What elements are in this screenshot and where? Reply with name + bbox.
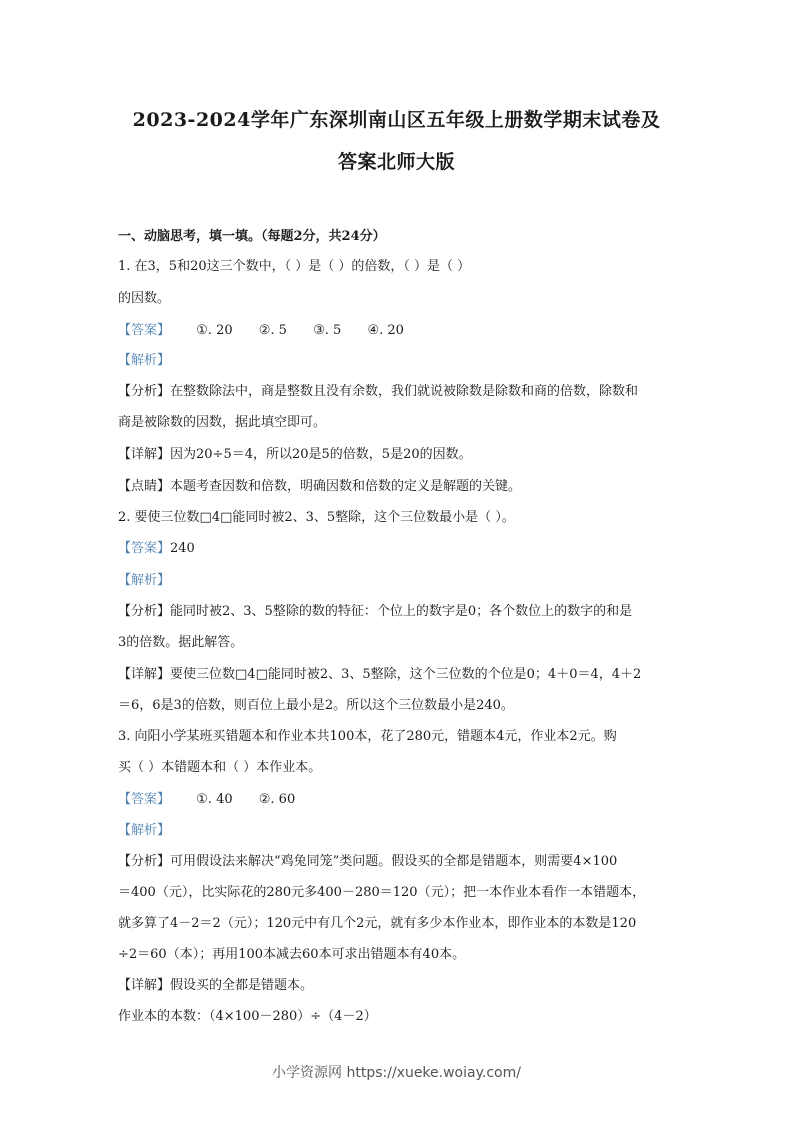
q2-fenxi-cont: 3的倍数。据此解答。 <box>118 635 244 650</box>
q3-fenxi-cont2: 就多算了4－2＝2（元）；120元中有几个2元，就有多少本作业本，即作业本的本数是120 <box>118 916 637 931</box>
fenxi-label: 【分析】 <box>118 384 171 399</box>
question-2: 2. 要使三位数□4□能同时被2、3、5整除，这个三位数最小是（ ）。 <box>118 510 515 525</box>
question-1-line1: 1. 在3，5和20这三个数中，（ ）是（ ）的倍数，（ ）是（ ） <box>118 259 471 274</box>
q1-xiangjie <box>118 445 678 465</box>
fenxi-text: 能同时被2、3、5整除的数的特征：个位上的数字是0；各个数位上的数字的和是 <box>170 604 633 619</box>
document-title-line2: 答案北师大版 <box>337 151 455 173</box>
question-3-line2: 买（ ）本错题本和（ ）本作业本。 <box>118 760 322 775</box>
fenxi-label: 【分析】 <box>118 604 171 619</box>
answer-label: 【答案】 <box>118 323 171 338</box>
answer-label: 【答案】 <box>118 541 171 556</box>
xiangjie-text: 假设买的全都是错题本。 <box>170 978 314 993</box>
q3-answer <box>118 790 678 810</box>
answer-item: ①. 20 <box>196 323 233 338</box>
xiangjie-label: 【详解】 <box>118 667 171 682</box>
fenxi-label: 【分析】 <box>118 854 171 869</box>
section-heading: 一、动脑思考，填一填。（每题2分，共24分） <box>118 229 386 244</box>
q1-fenxi-cont: 商是被除数的因数，据此填空即可。 <box>118 415 327 430</box>
q3-analysis-label: 【解析】 <box>118 823 171 838</box>
q2-xiangjie-cont: ＝6，6是3的倍数，则百位上最小是2。所以这个三位数最小是240。 <box>118 698 514 713</box>
q3-xiangjie <box>118 976 678 996</box>
answer-item: ④. 20 <box>367 323 404 338</box>
xiangjie-text: 要使三位数□4□能同时被2、3、5整除，这个三位数的个位是0；4＋0＝4，4＋2 <box>170 667 642 682</box>
q2-fenxi <box>118 602 678 622</box>
answer-item: 240 <box>170 541 195 556</box>
q2-answer <box>118 539 678 559</box>
answer-item: ②. 60 <box>258 792 296 807</box>
answer-item: ②. 5 <box>258 323 287 338</box>
xiangjie-label: 【详解】 <box>118 447 171 462</box>
document-title-line1: 2023-2024学年广东深圳南山区五年级上册数学期末试卷及 <box>132 109 661 131</box>
q1-fenxi <box>118 382 678 402</box>
q3-calc: 作业本的本数：（4×100－280）÷（4－2） <box>118 1009 377 1024</box>
dianjing-label: 【点睛】 <box>118 479 171 494</box>
question-1-line2: 的因数。 <box>118 291 171 306</box>
footer-watermark: 小学资源网 https://xueke.woiay.com/ <box>272 1065 521 1081</box>
q1-dianjing <box>118 477 678 497</box>
q3-fenxi <box>118 852 678 872</box>
q1-analysis-label: 【解析】 <box>118 353 171 368</box>
q2-xiangjie <box>118 665 678 685</box>
answer-label: 【答案】 <box>118 792 171 807</box>
fenxi-text: 可用假设法来解决“鸡兔同笼”类问题。假设买的全都是错题本，则需要4×100 <box>170 854 618 869</box>
dianjing-text: 本题考查因数和倍数，明确因数和倍数的定义是解题的关键。 <box>170 479 522 494</box>
q3-fenxi-cont3: ÷2＝60（本）；再用100本减去60本可求出错题本有40本。 <box>118 947 466 962</box>
q2-analysis-label: 【解析】 <box>118 573 171 588</box>
q1-answer <box>118 321 678 341</box>
answer-item: ①. 40 <box>196 792 233 807</box>
question-3-line1: 3. 向阳小学某班买错题本和作业本共100本，花了280元，错题本4元，作业本2元。购 <box>118 729 617 744</box>
answer-item: ③. 5 <box>313 323 342 338</box>
xiangjie-label: 【详解】 <box>118 978 171 993</box>
fenxi-text: 在整数除法中，商是整数且没有余数，我们就说被除数是除数和商的倍数，除数和 <box>170 384 639 399</box>
q3-fenxi-cont1: ＝400（元），比实际花的280元多400－280＝120（元）；把一本作业本看作一本错题本， <box>118 885 646 900</box>
xiangjie-text: 因为20÷5＝4，所以20是5的倍数，5是20的因数。 <box>170 447 472 462</box>
